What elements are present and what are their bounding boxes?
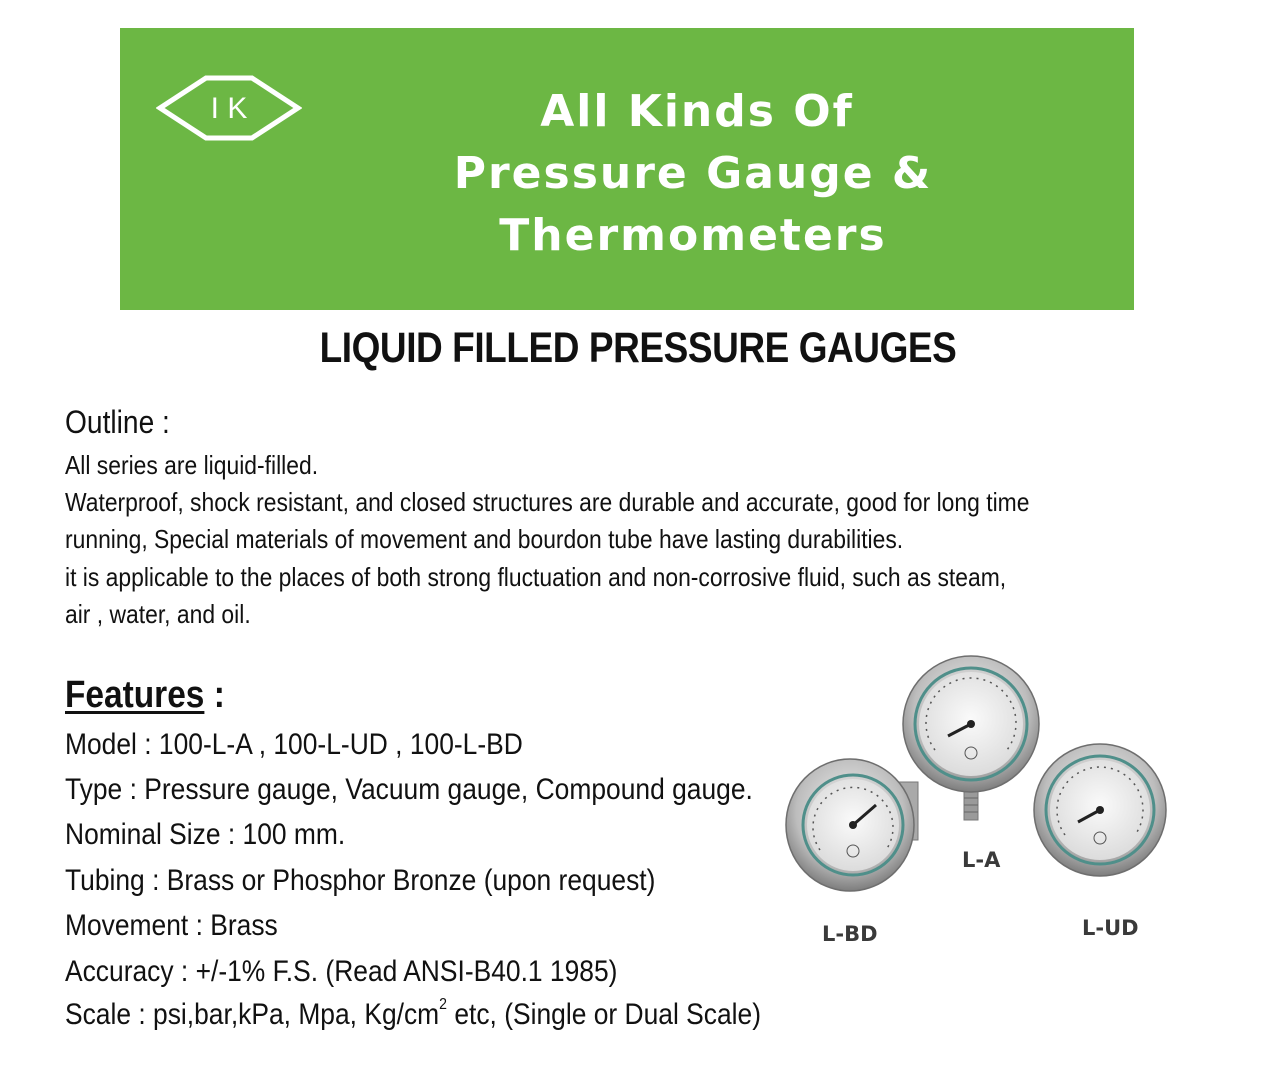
spec-type: Type : Pressure gauge, Vacuum gauge, Compound gauge. <box>65 773 753 806</box>
svg-text:I K: I K <box>210 92 248 125</box>
features-heading <box>65 674 225 717</box>
outline-line: air , water, and oil. <box>65 599 251 629</box>
spec-nominal-size: Nominal Size : 100 mm. <box>65 818 346 851</box>
spec-scale <box>65 998 761 1032</box>
outline-line: it is applicable to the places of both strong fluctuation and non-corrosive fluid, such as steam, <box>65 562 1007 592</box>
spec-scale-text: Scale : psi,bar,kPa, Mpa, Kg/cm <box>65 998 440 1031</box>
gauge-la-icon <box>903 656 1039 820</box>
gauges-illustration <box>780 640 1200 970</box>
gauge-lbd-icon <box>786 759 918 891</box>
gauge-label-lbd: L-BD <box>822 922 878 946</box>
header-banner <box>120 28 1134 310</box>
spec-accuracy: Accuracy : +/-1% F.S. (Read ANSI-B40.1 1985) <box>65 955 618 988</box>
banner-line-1: All Kinds Of <box>540 86 854 137</box>
outline-line: All series are liquid-filled. <box>65 450 319 480</box>
features-heading-colon: : <box>204 674 225 716</box>
gauge-label-la: L-A <box>962 848 1001 872</box>
banner-line-3: Thermometers <box>499 210 887 261</box>
gauge-label-lud: L-UD <box>1082 916 1139 940</box>
banner-line-2: Pressure Gauge & <box>453 148 933 199</box>
outline-heading: Outline : <box>65 404 170 440</box>
spec-tubing: Tubing : Brass or Phosphor Bronze (upon request) <box>65 864 656 897</box>
spec-model: Model : 100-L-A , 100-L-UD , 100-L-BD <box>65 728 523 761</box>
outline-line: running, Special materials of movement and bourdon tube have lasting durabilities. <box>65 524 904 554</box>
page-title: LIQUID FILLED PRESSURE GAUGES <box>319 324 957 372</box>
spec-movement: Movement : Brass <box>65 909 278 942</box>
gauge-lud-icon <box>1034 744 1166 876</box>
spec-scale-superscript: 2 <box>439 996 448 1013</box>
features-heading-label: Features <box>65 674 205 716</box>
spec-scale-suffix: etc, (Single or Dual Scale) <box>447 998 762 1031</box>
outline-line: Waterproof, shock resistant, and closed structures are durable and accurate, good for long time <box>65 487 1030 517</box>
